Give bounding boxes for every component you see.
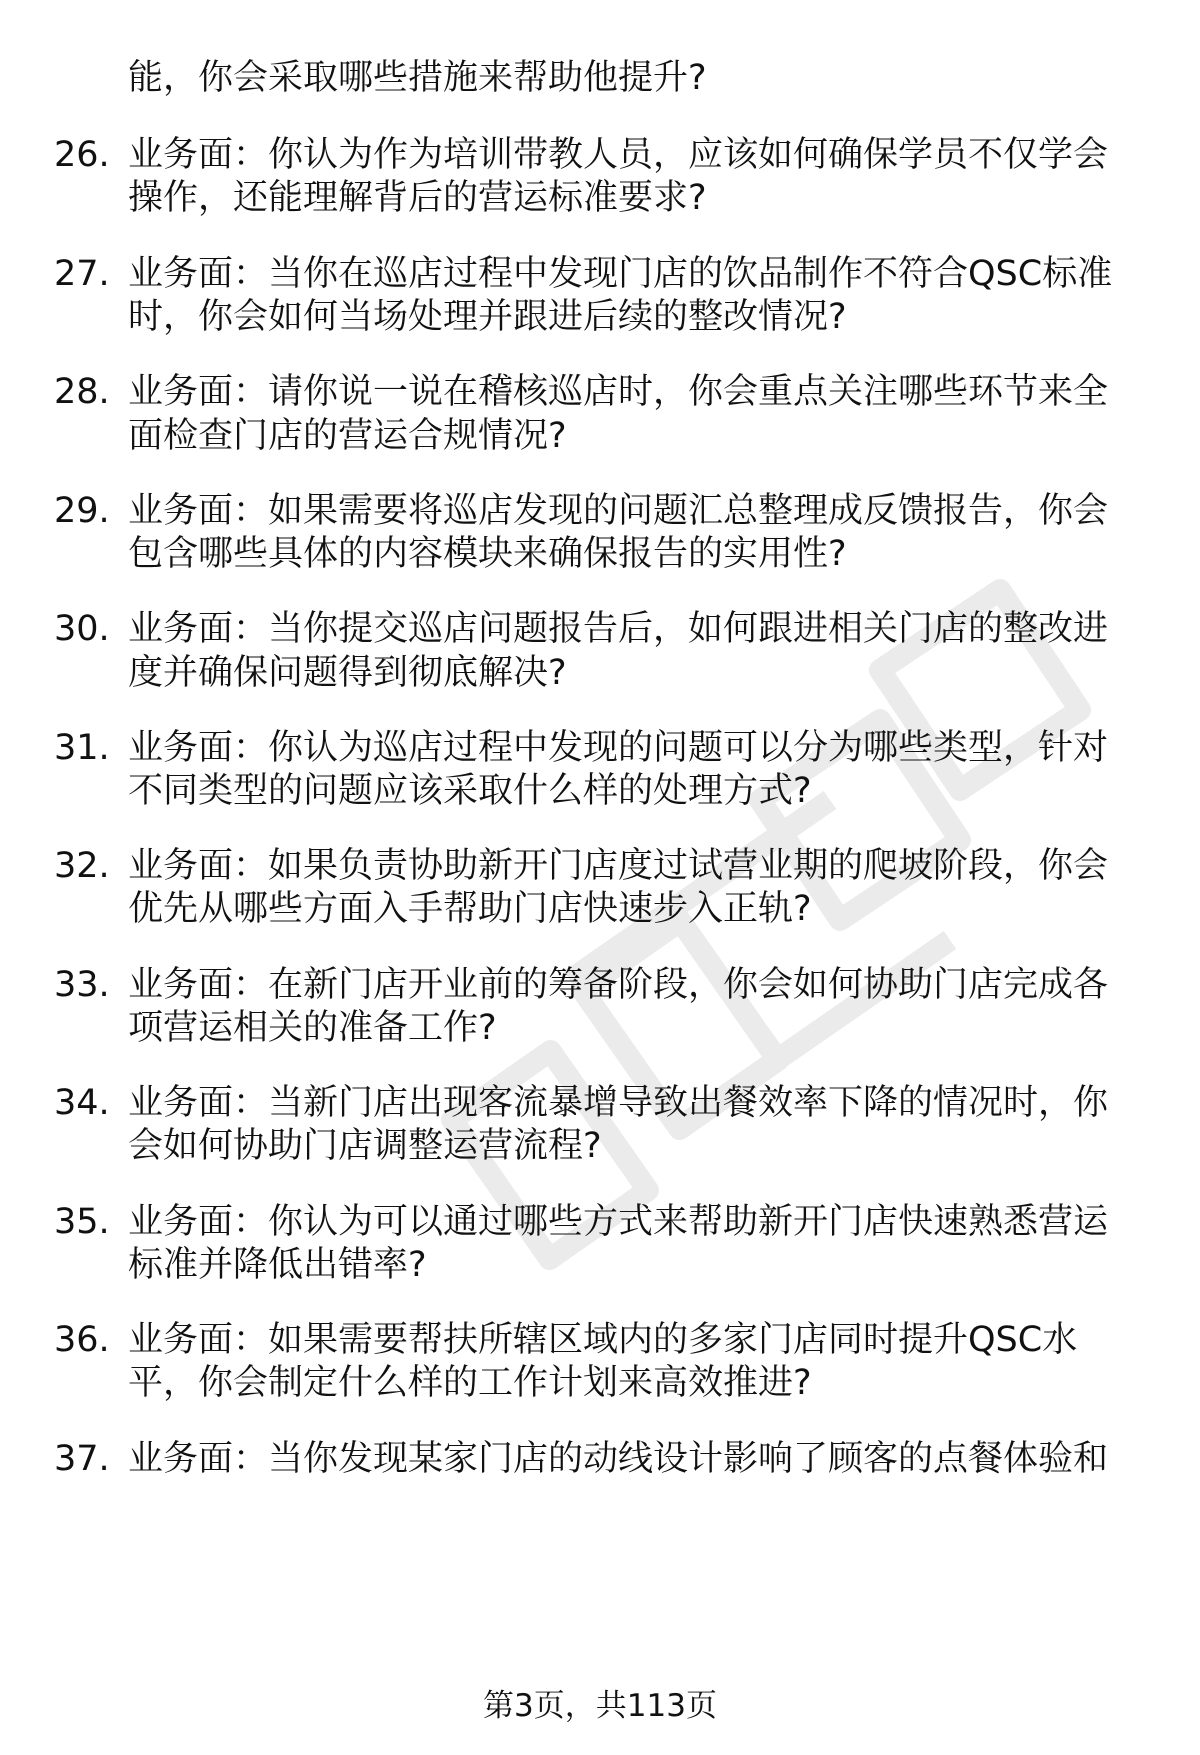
- question-text: 操作，还能理解背后的营运标准要求?: [128, 178, 707, 218]
- question-number: 35.: [54, 1202, 110, 1242]
- question-number: 37.: [54, 1439, 110, 1479]
- question-number: 30.: [54, 609, 110, 649]
- question-text: 业务面：你认为作为培训带教人员，应该如何确保学员不仅学会: [128, 135, 1109, 175]
- question-text: 业务面：如果负责协助新开门店度过试营业期的爬坡阶段，你会: [128, 846, 1109, 886]
- question-number: 33.: [54, 965, 110, 1005]
- question-text: 标准并降低出错率?: [128, 1245, 427, 1285]
- question-37-line-1: [0, 1435, 1200, 1483]
- question-number: 28.: [54, 372, 110, 412]
- question-26-line-1: [0, 131, 1200, 179]
- question-31-line-1: [0, 724, 1200, 772]
- question-text: 业务面：在新门店开业前的筹备阶段，你会如何协助门店完成各: [128, 965, 1109, 1005]
- question-30-line-1: [0, 605, 1200, 653]
- question-text: 能，你会采取哪些措施来帮助他提升?: [128, 58, 707, 98]
- question-text: 业务面：请你说一说在稽核巡店时，你会重点关注哪些环节来全: [128, 372, 1109, 412]
- question-35-line-2: [0, 1241, 1200, 1289]
- question-text: 包含哪些具体的内容模块来确保报告的实用性?: [128, 534, 847, 574]
- question-number: 27.: [54, 254, 110, 294]
- question-text: 优先从哪些方面入手帮助门店快速步入正轨?: [128, 889, 812, 929]
- question-number: 26.: [54, 135, 110, 175]
- question-text: 业务面：你认为巡店过程中发现的问题可以分为哪些类型，针对: [128, 728, 1109, 768]
- question-30-line-2: [0, 649, 1200, 697]
- question-36-line-2: [0, 1359, 1200, 1407]
- question-number: 32.: [54, 846, 110, 886]
- continuation-line: [0, 54, 1200, 102]
- question-31-line-2: [0, 767, 1200, 815]
- question-text: 业务面：你认为可以通过哪些方式来帮助新开门店快速熟悉营运: [128, 1202, 1109, 1242]
- question-text: 业务面：如果需要帮扶所辖区域内的多家门店同时提升QSC水: [128, 1320, 1078, 1360]
- question-number: 34.: [54, 1083, 110, 1123]
- question-text: 平，你会制定什么样的工作计划来高效推进?: [128, 1363, 812, 1403]
- question-28-line-1: [0, 368, 1200, 416]
- question-text: 业务面：当新门店出现客流暴增导致出餐效率下降的情况时，你: [128, 1083, 1109, 1123]
- page-footer: 第3页，共113页: [483, 1688, 717, 1724]
- question-number: 36.: [54, 1320, 110, 1360]
- question-text: 项营运相关的准备工作?: [128, 1008, 497, 1048]
- question-32-line-2: [0, 885, 1200, 933]
- question-number: 31.: [54, 728, 110, 768]
- question-text: 业务面：当你提交巡店问题报告后，如何跟进相关门店的整改进: [128, 609, 1109, 649]
- question-34-line-1: [0, 1079, 1200, 1127]
- question-text: 时，你会如何当场处理并跟进后续的整改情况?: [128, 297, 847, 337]
- question-26-line-2: [0, 174, 1200, 222]
- question-32-line-1: [0, 842, 1200, 890]
- question-text: 业务面：如果需要将巡店发现的问题汇总整理成反馈报告，你会: [128, 491, 1109, 531]
- question-27-line-2: [0, 293, 1200, 341]
- question-33-line-1: [0, 961, 1200, 1009]
- question-text: 业务面：当你发现某家门店的动线设计影响了顾客的点餐体验和: [128, 1439, 1109, 1479]
- question-text: 度并确保问题得到彻底解决?: [128, 653, 567, 693]
- question-text: 不同类型的问题应该采取什么样的处理方式?: [128, 771, 812, 811]
- question-29-line-1: [0, 487, 1200, 535]
- question-27-line-1: [0, 250, 1200, 298]
- question-36-line-1: [0, 1316, 1200, 1364]
- question-text: 面检查门店的营运合规情况?: [128, 416, 567, 456]
- question-35-line-1: [0, 1198, 1200, 1246]
- question-number: 29.: [54, 491, 110, 531]
- question-33-line-2: [0, 1004, 1200, 1052]
- question-28-line-2: [0, 412, 1200, 460]
- question-34-line-2: [0, 1122, 1200, 1170]
- question-text: 业务面：当你在巡店过程中发现门店的饮品制作不符合QSC标准: [128, 254, 1113, 294]
- question-29-line-2: [0, 530, 1200, 578]
- question-text: 会如何协助门店调整运营流程?: [128, 1126, 602, 1166]
